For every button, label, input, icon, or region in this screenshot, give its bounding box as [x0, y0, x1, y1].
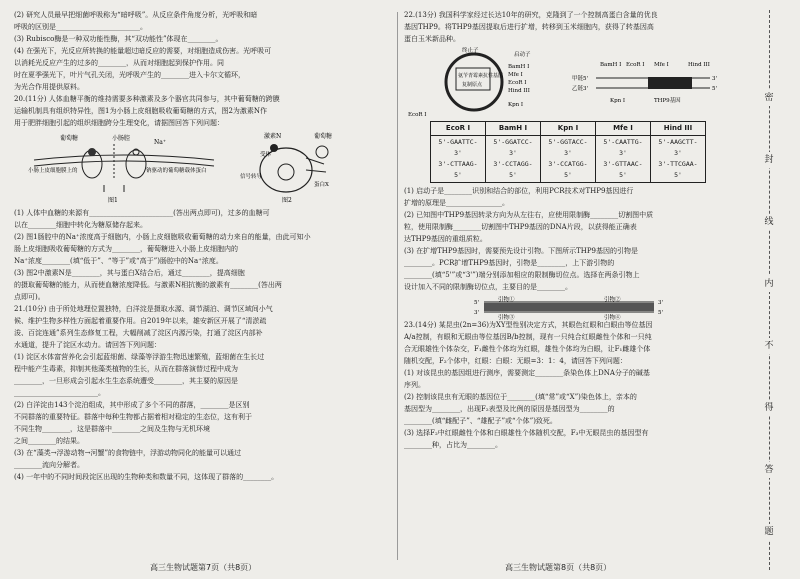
primer-4-label: 引物④: [604, 315, 621, 320]
enzyme-name-cell: Hind III: [651, 122, 706, 136]
text-line: Na⁺浓度________(填“低于”、“等于”或“高于”)肠腔中的Na⁺浓度。: [14, 257, 223, 265]
seal-char: 内: [761, 276, 777, 292]
enzyme-sequence-cell: 5'-GGATCC-3' 3'-CCTAGG-5': [486, 136, 541, 183]
text-line: (1) 启动子是________识别和结合的部位，利用PCR技术对THP9基因进行: [404, 187, 634, 195]
text-line: 用于肥胖细胞引起的组织细胞跨分生理变化，请据图回答下列问题：: [14, 119, 224, 127]
enzyme-sequence-cell: 5'-CAATTG-3' 3'-GTTAAC-5': [596, 136, 651, 183]
right-column: [404, 10, 730, 452]
enzyme-sequence-cell: 5'-GGTACC-3' 3'-CCATGG-5': [541, 136, 596, 183]
figure-1-2: [14, 130, 390, 208]
seal-char: 得: [761, 400, 777, 416]
plasmid-site-label: Hind III: [508, 88, 530, 94]
plasmid-site-label: Kpn I: [508, 102, 524, 108]
text-line: 水通道，提升了淀区水动力。请回答下列问题：: [14, 341, 161, 349]
enzyme-name-cell: EcoR I: [431, 122, 486, 136]
enzyme-sequence-row: [431, 136, 706, 183]
gene-end1-label: 3': [712, 76, 718, 82]
enzyme-sequence-cell: 5'-AAGCTT-3' 3'-TTCGAA-5': [651, 136, 706, 183]
text-line: (3) 在扩增THP9基因时，需要预先设计引物。下图所示THP9基因的引物是: [404, 247, 639, 255]
restriction-enzyme-table: [430, 121, 706, 183]
enzyme-name-cell: Mfe I: [596, 122, 651, 136]
gene-end2-label: 5': [712, 86, 718, 92]
footer-page-7: 高三生物试题第7页（共8页）: [150, 563, 257, 572]
footer-page-8: 高三生物试题第8页（共8页）: [505, 563, 612, 572]
primer-end-5-left: 5': [474, 300, 480, 306]
text-line: (1) 人体中血糖的来源有________________________(答出两点即可)，过多的血糖可: [14, 209, 270, 217]
gene-strand2-label: 乙链3': [572, 86, 589, 92]
primer-figure: [404, 294, 730, 320]
text-line: 基因THP9。将THP9基因提取后进行扩增，转移到玉米细胞内，获得了转基因高: [404, 23, 654, 31]
plasmid-site-label: Mfe I: [508, 72, 523, 78]
seal-char: 线: [761, 214, 777, 230]
text-line: 23.(14分) 某昆虫(2n=36)为XY型性别决定方式，其眼色红眼和白眼由等位基因: [404, 321, 653, 329]
plasmid-origin-label: 复制原点: [462, 82, 483, 88]
text-line: (2) 白洋淀由143个淀泊组成，其中形成了多个不同的群落，________是区别: [14, 401, 250, 409]
figure-1: [28, 134, 214, 204]
text-line: ________(填“5'”或“3'”)端分别添加相应的限制酶切位点。选择在两条引物上: [404, 271, 640, 279]
column-divider: [397, 12, 398, 560]
text-line: ________流向分解者。: [14, 461, 84, 469]
right-text-block-2: [404, 186, 730, 293]
plasmid-site-label: BamH I: [508, 64, 530, 70]
primer-2-label: 引物②: [604, 297, 621, 303]
primer-3-label: 引物③: [498, 315, 515, 320]
text-line: 肠上皮细胞吸收葡萄糖的方式为________，葡萄糖进入小肠上皮细胞内的: [14, 245, 238, 253]
text-line: (4) 一年中的不同时间段淀区出现的生物种类和数量不同，这体现了群落的________。: [14, 473, 279, 481]
seal-char: 密: [761, 90, 777, 106]
fig1-membrane-label: 小肠上皮细胞膜上的: [28, 168, 78, 174]
text-line: 扩增的原理是________________。: [404, 199, 509, 207]
binding-seal-margin: [745, 0, 795, 579]
right-text-block-3: [404, 320, 730, 451]
text-line: 运输机制具有组织特异性，图1为小肠上皮细胞吸收葡萄糖的方式，图2为激素N作: [14, 107, 268, 115]
text-line: (2) 图1肠腔中的Na⁺浓度高于细胞内，小肠上皮细胞吸收葡萄糖的动力来自的能量，由此可知小: [14, 233, 311, 241]
text-line: 随机交配，F₂个体中，红眼：白眼：无眼=3：1：4，请回答下列问题：: [404, 357, 627, 365]
text-line: (3) 选择F₂中红眼雌性个体和白眼雄性个体随机交配，F₃中无眼昆虫的基因型有: [404, 429, 649, 437]
text-line: ________种，占比为________。: [404, 441, 502, 449]
gene-site-label: BamH I: [600, 62, 622, 68]
right-text-block-1: [404, 10, 730, 45]
text-line: (3) Rubisco酶是一种双功能性酶，其“双功能性”体现在________。: [14, 35, 223, 43]
enzyme-sequence-cell: 5'-GAATTC-3' 3'-CTTAAG-5': [431, 136, 486, 183]
text-line: 以消耗光反应产生的过多的________，从而对细胞起到保护作用。同: [14, 59, 224, 67]
figure-2: [240, 132, 332, 204]
text-line: 程中能产生毒素，抑制其他藻类植物的生长，从而在群落演替过程中成为: [14, 365, 238, 373]
text-line: 序列。: [404, 381, 425, 389]
plasmid-site-label: EcoR I: [508, 80, 527, 86]
gene-name-label: THP9基因: [654, 98, 681, 104]
enzyme-name-cell: BamH I: [486, 122, 541, 136]
text-line: 不同群落的重要特征。群落中每种生物都占据着相对稳定的生态位，这有利于: [14, 413, 252, 421]
text-line: 的摄取葡萄糖的能力，从而使血糖浓度降低。与激素N相抗衡的激素有________(答出两: [14, 281, 282, 289]
primer-end-3-right: 3': [658, 300, 664, 306]
text-line: ________。PCR扩增THP9基因时，引物是________，上下游引物的: [404, 259, 615, 267]
text-line: 基因型为________，出现F₂表型及比例的原因是基因型为________的: [404, 405, 615, 413]
fig1-intestine-label: 小肠腔: [112, 135, 131, 142]
fig2-receptor-label: 受体: [260, 152, 272, 158]
text-line: (4) 在强光下，光反应所转换的能量超过暗反应的需要，对细胞造成伤害。光呼吸可: [14, 47, 272, 55]
plasmid-site-labels: [508, 64, 530, 108]
text-line: 点即可)。: [14, 293, 45, 301]
text-line: (1) 对该昆虫的基因组进行测序，需要测定________条染色体上DNA分子的碱基: [404, 369, 650, 377]
fig2-signal-label: 信号转导: [240, 174, 263, 180]
text-line: 22.(13分) 我国科学家经过长达10年的研究，克隆到了一个控制高蛋白含量的优良: [404, 11, 658, 19]
text-line: 呼吸的区别是________________________。: [14, 23, 147, 31]
left-text-block-1: [14, 10, 390, 129]
gene-site-label: Hind III: [688, 62, 710, 68]
text-line: (2) 控制该昆虫有无眼的基因位于________(填“常”或“X”)染色体上，亲本的: [404, 393, 637, 401]
fig2-glucose-label: 葡萄糖: [314, 133, 333, 140]
gene-site-label: Mfe I: [654, 62, 669, 68]
gene-strand1-label: 甲链5': [572, 76, 589, 82]
text-line: 时在夏季强光下，叶片气孔关闭，光呼吸产生的________进入卡尔文循环，: [14, 71, 245, 79]
text-line: 为光合作用提供原料。: [14, 83, 84, 91]
text-line: ________________________。: [14, 389, 105, 397]
text-line: (1) 淀区水体富营养化会引起蓝细菌、绿藻等浮游生物迅速繁殖，蓝细菌在生长过: [14, 353, 265, 361]
text-line: (3) 图2中激素N是________，其与蛋白X结合后，通过________，提高细胞: [14, 269, 245, 277]
text-line: 之间________的结果。: [14, 437, 84, 445]
seal-char: 封: [761, 152, 777, 168]
left-column: [14, 10, 390, 484]
plasmid-terminator-label: 终止子: [462, 48, 479, 54]
text-line: 浚、百淀连通”系列生态修复工程，大幅削减了淀区内源污染，打通了淀区内部补: [14, 329, 263, 337]
gene-map: [572, 62, 717, 104]
text-line: 达THP9基因的重组质粒。: [404, 235, 487, 243]
primer-end-5-right: 5': [658, 310, 664, 316]
text-line: (2) 已知图中THP9基因转录方向为从左往右，应使用限制酶________切割图中质: [404, 211, 654, 219]
text-line: 设计加入不同的限制酶切位点，主要目的是________。: [404, 283, 572, 291]
seal-char: 不: [761, 338, 777, 354]
text-line: 候、维护生物多样性方面起着重要作用。自2019年以来，雄安新区开展了“清淤疏: [14, 317, 267, 325]
gene-site-label: EcoR I: [626, 62, 645, 68]
text-line: A/a控制，有眼和无眼由等位基因B/b控制，现有一只纯合红眼雌性个体和一只纯: [404, 333, 652, 341]
fig2-caption: 图2: [282, 197, 292, 204]
text-line: 以在________细胞中转化为糖原储存起来。: [14, 221, 147, 229]
plasmid-ecori-left: EcoR I: [408, 112, 427, 118]
text-line: 21.(10分) 由于所处地理位置独特，白洋淀是摄取水源、调节湖泊、调节区域间小气: [14, 305, 273, 313]
fig2-protein-label: 蛋白X: [314, 182, 329, 188]
gene-kpn-label: Kpn I: [610, 98, 626, 104]
text-line: 20.(11分) 人体血糖平衡的维持需要多种激素及多个器官共同参与，其中葡萄糖的跨膜: [14, 95, 280, 103]
plasmid-promoter-label: 启动子: [514, 52, 531, 58]
plasmid-diagram: [408, 46, 531, 118]
text-line: (3) 在“藻类→浮游动物→河蟹”的食物链中，浮游动物同化的能量可以通过: [14, 449, 242, 457]
fig1-na-label: Na⁺: [154, 139, 166, 146]
fig1-caption: 图1: [108, 197, 118, 204]
fig1-carrier-label: 钠驱动的葡萄糖载体蛋白: [146, 168, 207, 174]
text-line: (2) 研究人员最早把细菌呼吸称为“暗呼吸”。从反应条件角度分析，光呼吸和暗: [14, 11, 258, 19]
text-line: ________(填“雌配子”、“雄配子”或“个体”)致死。: [404, 417, 557, 425]
text-line: 粒，使用限制酶________切割图中THP9基因的DNA片段，以获得能正确表: [404, 223, 637, 231]
text-line: ________，一旦形成会引起水生生态系统遭受________，其主要的原因是: [14, 377, 238, 385]
enzyme-header-row: [431, 122, 706, 136]
gene-top-site-labels: [600, 62, 710, 68]
text-line: 合无眼雄性个体杂交，F₁雌性个体均为红眼，雄性个体均为白眼，让F₁雌雄个体: [404, 345, 651, 353]
enzyme-name-cell: Kpn I: [541, 122, 596, 136]
fig2-hormone-label: 激素N: [264, 133, 282, 140]
plasmid-and-gene-figure: [404, 46, 730, 118]
seal-char: 答: [761, 462, 777, 478]
seal-char: 题: [761, 524, 777, 540]
left-text-block-2: [14, 208, 390, 483]
plasmid-resistance-label: 氨苄青霉素抗性基因: [458, 73, 504, 79]
text-line: 蛋白玉米新品种。: [404, 35, 460, 43]
text-line: 不同生物________，这是群落中________之间及生物与无机环境: [14, 425, 210, 433]
primer-end-3-left: 3': [474, 310, 480, 316]
primer-1-label: 引物①: [498, 297, 515, 303]
fig1-glucose-label: 葡萄糖: [60, 135, 79, 142]
